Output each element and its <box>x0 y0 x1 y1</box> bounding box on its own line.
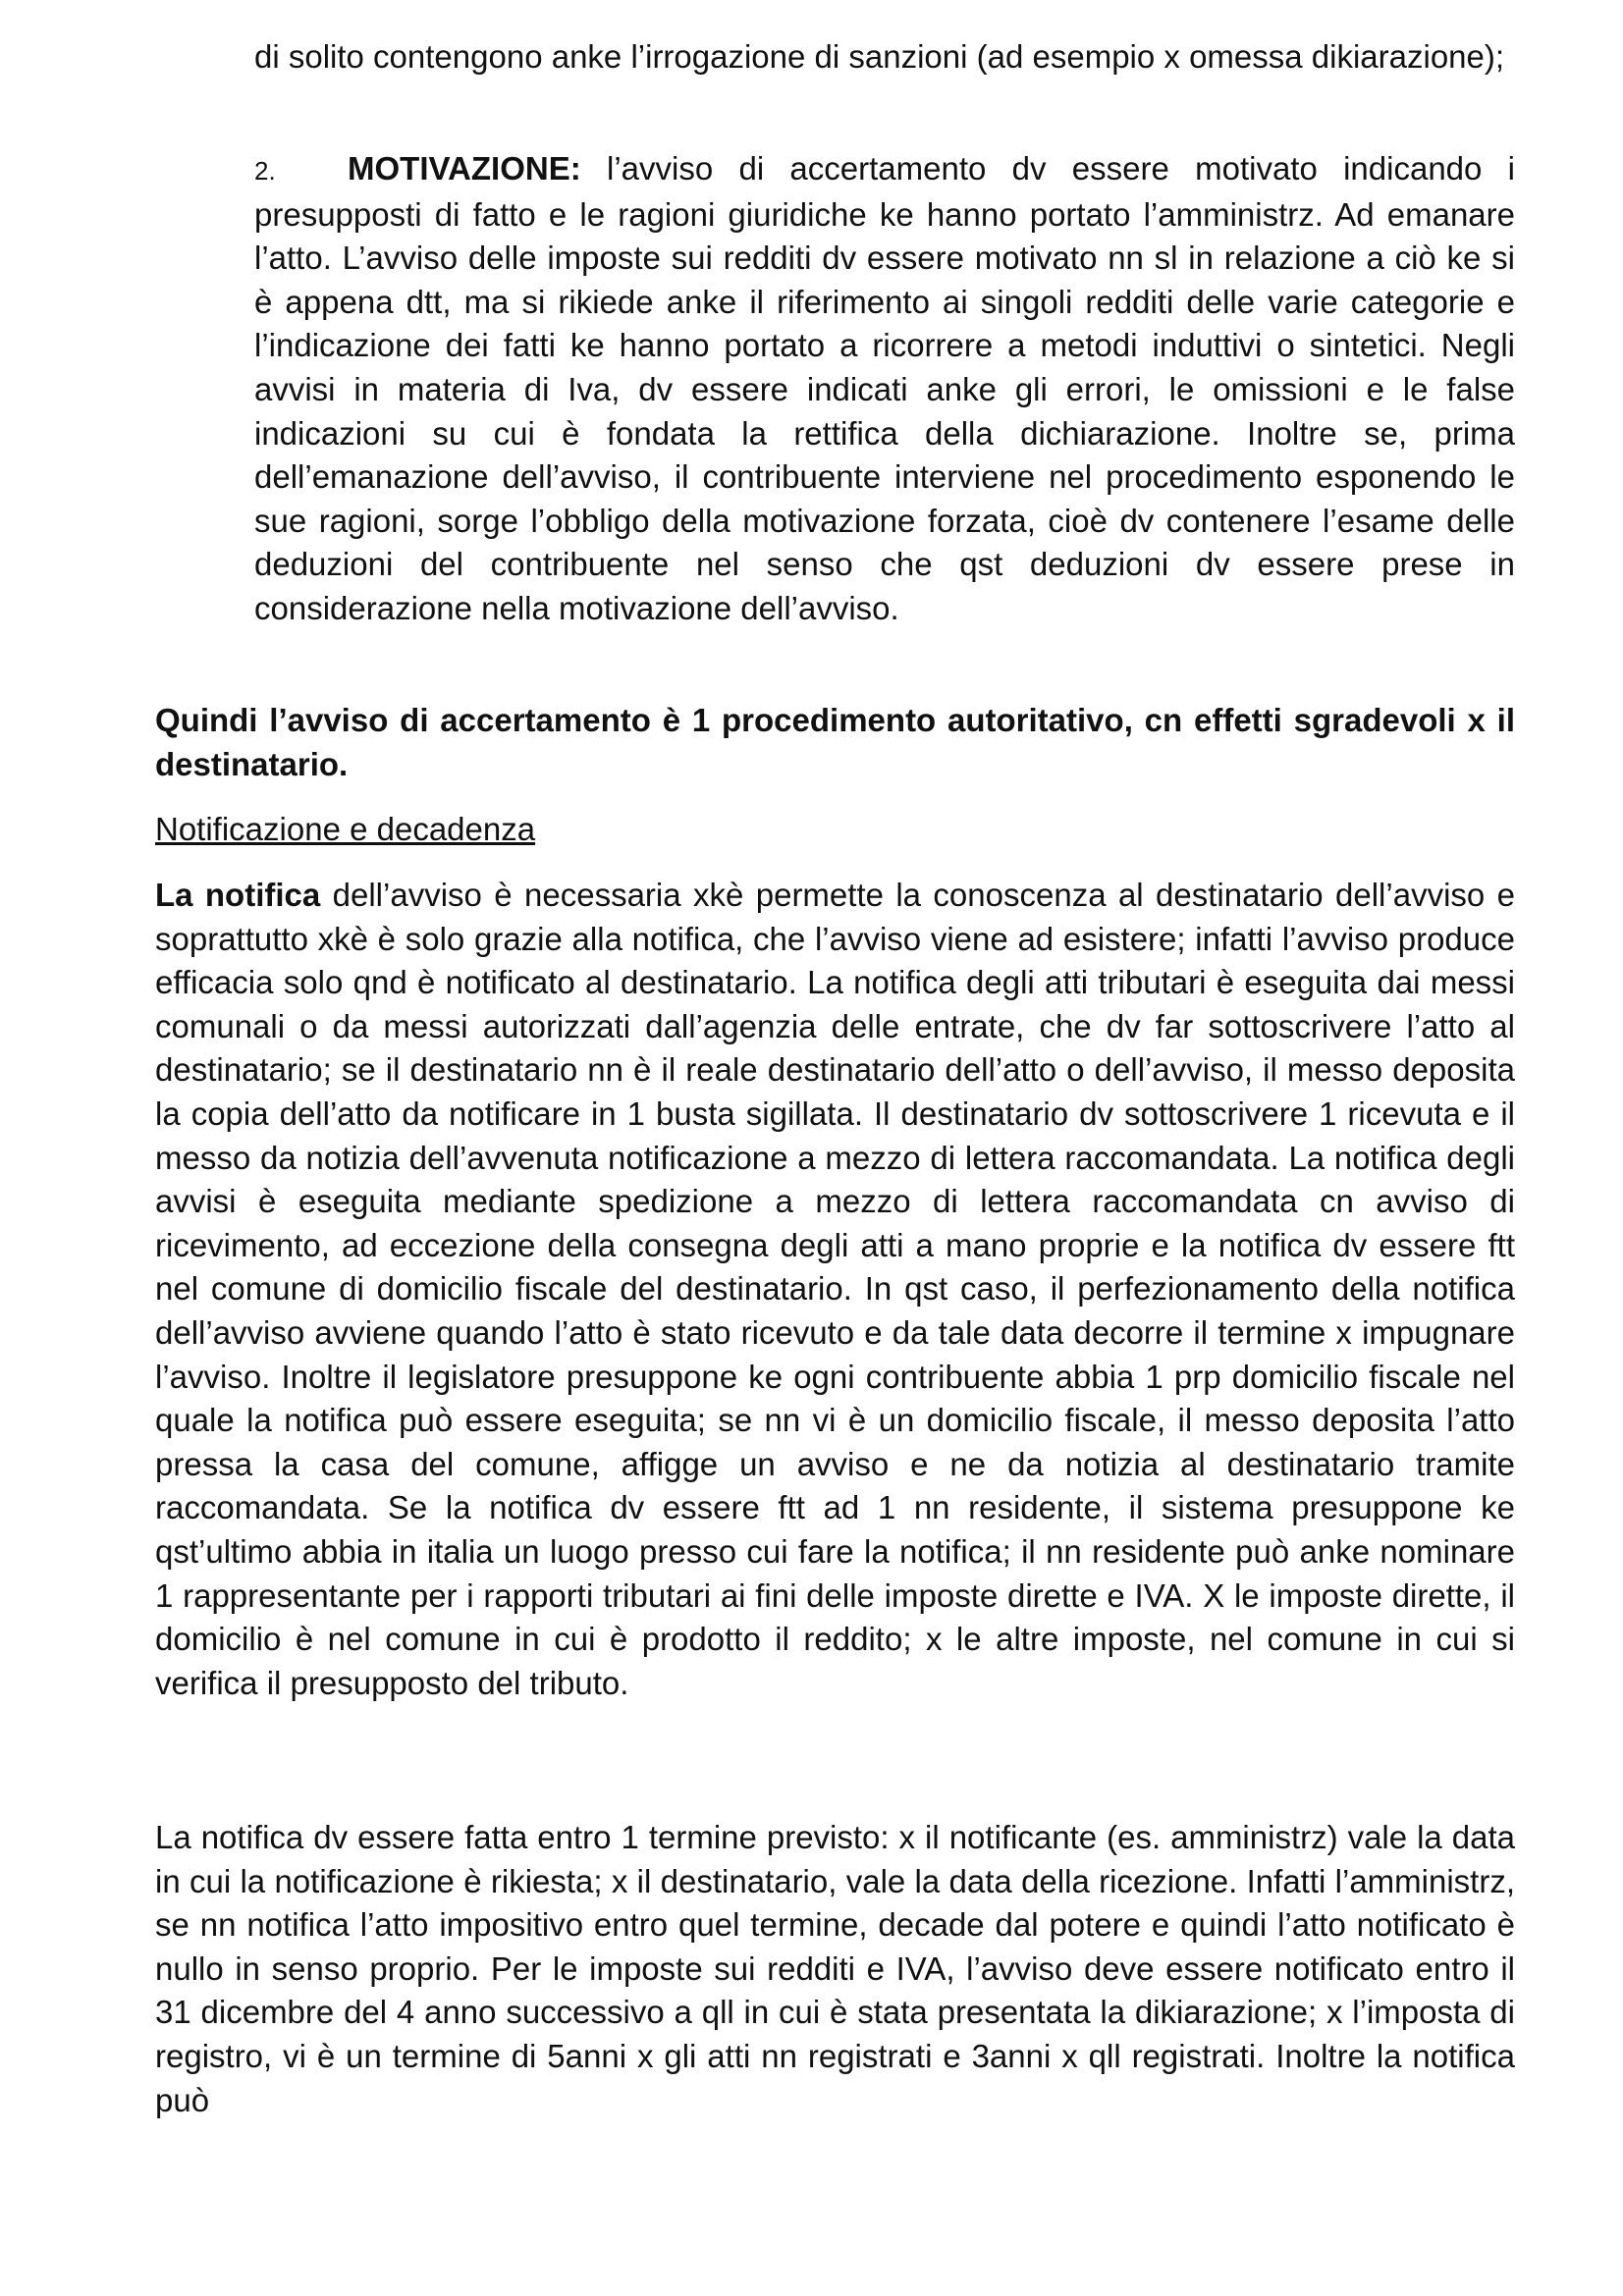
list-number: 2. <box>254 156 276 186</box>
list-item-motivazione <box>254 147 1515 631</box>
section-title <box>155 808 1515 852</box>
continuation-text: di solito contengono anke l’irrogazione di sanzioni (ad esempio x omessa dikiarazione); <box>254 38 1505 75</box>
paragraph-lead: La notifica <box>155 877 321 913</box>
deadline-text: La notifica dv essere fatta entro 1 termine previsto: x il notificante (es. amministrz) vale la data in cui la notificazione è rikiesta; x il destinatario, vale la data della ricezione. Infatti l’amministrz, se nn notifica l’atto impositivo entro quel termine, decade dal potere e quindi l’atto notificato è nullo in senso proprio. Per le imposte sui redditi e IVA, l’avviso deve essere notificato entro il 31 dicembre del 4 anno successivo a qll in cui è stata presentata la dikiarazione; x l’imposta di registro, vi è un termine di 5anni x gli atti nn registrati e 3anni x qll registrati. Inoltre la notifica può <box>155 1819 1515 2118</box>
continuation-paragraph <box>254 35 1515 80</box>
notification-paragraph <box>155 874 1515 1705</box>
bold-summary-text: Quindi l’avviso di accertamento è 1 procedimento autoritativo, cn effetti sgradevoli x il destinatario. <box>155 702 1515 782</box>
paragraph-text: dell’avviso è necessaria xkè permette la conoscenza al destinatario dell’avviso e soprattutto xkè è solo grazie alla notifica, che l’avviso viene ad esistere; infatti l’avviso produce efficacia solo qnd è notificato al destinatario. La notifica degli atti tributari è eseguita dai messi comunali o da messi autorizzati dall’agenzia delle entrate, che dv far sottoscrivere l’atto al destinatario; se il destinatario nn è il reale destinatario dell’atto o dell’avviso, il messo deposita la copia dell’atto da notificare in 1 busta sigillata. Il destinatario dv sottoscrivere 1 ricevuta e il messo da notizia dell’avvenuta notificazione a mezzo di lettera raccomandata. La notifica degli avvisi è eseguita mediante spedizione a mezzo di lettera raccomandata cn avviso di ricevimento, ad eccezione della consegna degli atti a mano proprie e la notifica dv essere ftt nel comune di domicilio fiscale del destinatario. In qst caso, il perfezionamento della notifica dell’avviso avviene quando l’atto è stato ricevuto e da tale data decorre il termine x impugnare l’avviso. Inoltre il legislatore presuppone ke ogni contribuente abbia 1 prp domicilio fiscale nel quale la notifica può essere eseguita; se nn vi è un domicilio fiscale, il messo deposita l’atto pressa la casa del comune, affigge un avviso e ne da notizia al destinatario tramite raccomandata. Se la notifica dv essere ftt ad 1 nn residente, il sistema presuppone ke qst’ultimo abbia in italia un luogo presso cui fare la notifica; il nn residente può anke nominare 1 rappresentante per i rapporti tributari ai fini delle imposte dirette e IVA. X le imposte dirette, il domicilio è nel comune in cui è prodotto il reddito; x le altre imposte, nel comune in cui si verifica il presupposto del tributo. <box>155 877 1515 1701</box>
list-item-text: l’avviso di accertamento dv essere motivato indicando i presupposti di fatto e le ragioni giuridiche ke hanno portato l’amministrz. Ad emanare l’atto. L’avviso delle imposte sui redditi dv essere motivato nn sl in relazione a ciò ke si è appena dtt, ma si rikiede anke il riferimento ai singoli redditi delle varie categorie e l’indicazione dei fatti ke hanno portato a ricorrere a metodi induttivi o sintetici. Negli avvisi in materia di Iva, dv essere indicati anke gli errori, le omissioni e le false indicazioni su cui è fondata la rettifica della dichiarazione. Inoltre se, prima dell’emanazione dell’avviso, il contribuente interviene nel procedimento esponendo le sue ragioni, sorge l’obbligo della motivazione forzata, cioè dv contenere l’esame delle deduzioni del contribuente nel senso che qst deduzioni dv essere prese in considerazione nella motivazione dell’avviso. <box>254 150 1515 626</box>
list-item-heading: MOTIVAZIONE: <box>348 150 581 187</box>
deadline-paragraph <box>155 1816 1515 2122</box>
section-title-text: Notificazione e decadenza <box>155 811 536 847</box>
bold-summary <box>155 699 1515 786</box>
